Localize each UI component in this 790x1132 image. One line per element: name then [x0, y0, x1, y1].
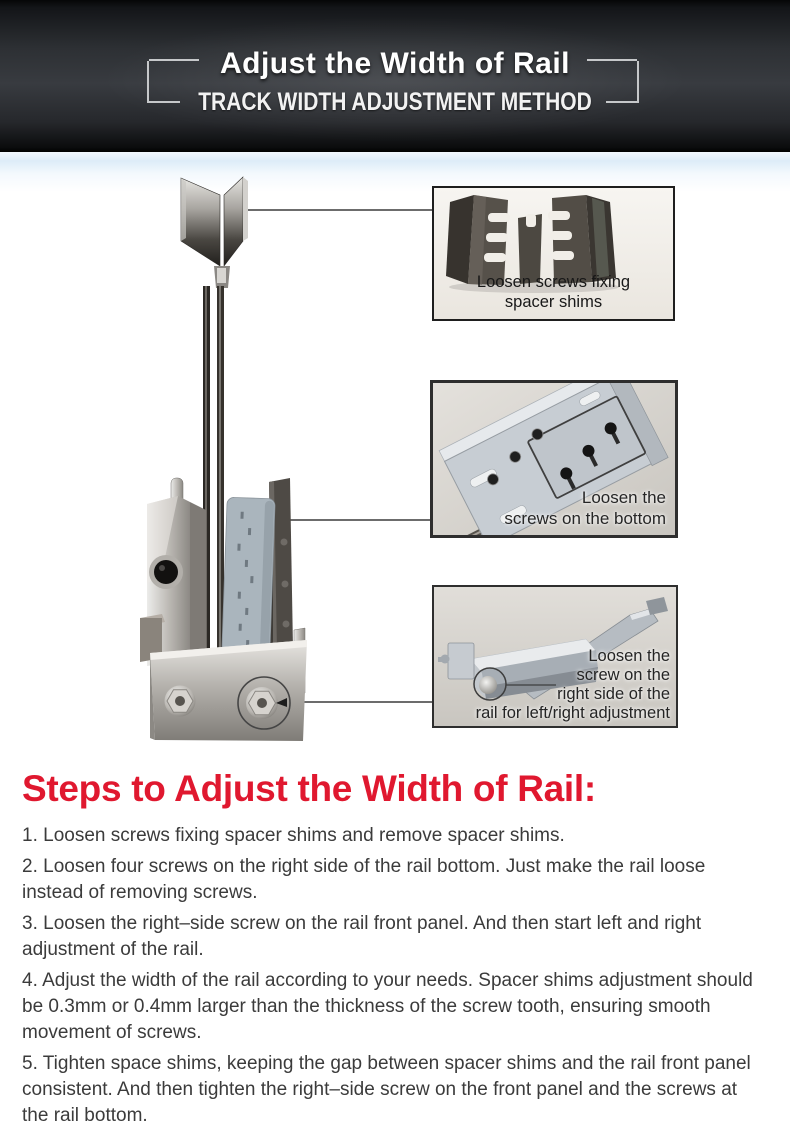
device-rods	[203, 286, 224, 678]
base-screw-right	[246, 687, 278, 719]
caption-line: rail for left/right adjustment	[475, 704, 670, 722]
step-item-1: 1. Loosen screws fixing spacer shims and remove spacer shims.	[22, 825, 565, 846]
caption-line: right side of the	[557, 685, 670, 703]
base-screw-left	[165, 686, 196, 717]
header-banner	[0, 0, 790, 152]
page-title: Adjust the Width of Rail	[219, 47, 571, 80]
step-item-5: 5. Tighten space shims, keeping the gap between spacer shims and the rail front panel consistent. And then tighten the right–side screw on the front panel and the screws at the rail bottom.	[22, 1053, 751, 1126]
diagram-section	[0, 152, 790, 762]
callout-bottom-screws	[430, 380, 678, 538]
callout-caption-right-side-screw	[476, 647, 670, 723]
step-item-3: 3. Loosen the right–side screw on the rail front panel. And then start left and right adjustment of the rail.	[22, 913, 702, 960]
callout-caption-bottom-screws	[504, 487, 666, 529]
step-item-2: 2. Loosen four screws on the right side of the rail bottom. Just make the rail loose instead of removing screws.	[22, 856, 706, 903]
caption-line: Loosen screws fixing	[476, 273, 631, 291]
callout-caption-spacer-shims	[434, 272, 673, 312]
caption-line: screw on the	[576, 666, 670, 684]
steps-section	[0, 762, 790, 1132]
step-item-4: 4. Adjust the width of the rail according to your needs. Spacer shims adjustment should be 0.3mm or 0.4mm larger than the thickness of the screw tooth, ensuring smooth movement of screws.	[22, 970, 753, 1043]
page-subtitle: TRACK WIDTH ADJUSTMENT METHOD	[198, 88, 592, 116]
caption-line: screws on the bottom	[504, 509, 666, 528]
device-top-funnel	[181, 177, 248, 288]
caption-line: Loosen the	[588, 647, 670, 665]
steps-heading: Steps to Adjust the Width of Rail:	[22, 768, 596, 809]
callout-spacer-shims	[432, 186, 675, 321]
callout-right-side-screw	[432, 585, 678, 728]
caption-line: spacer shims	[504, 293, 603, 311]
caption-line: Loosen the	[581, 488, 666, 507]
